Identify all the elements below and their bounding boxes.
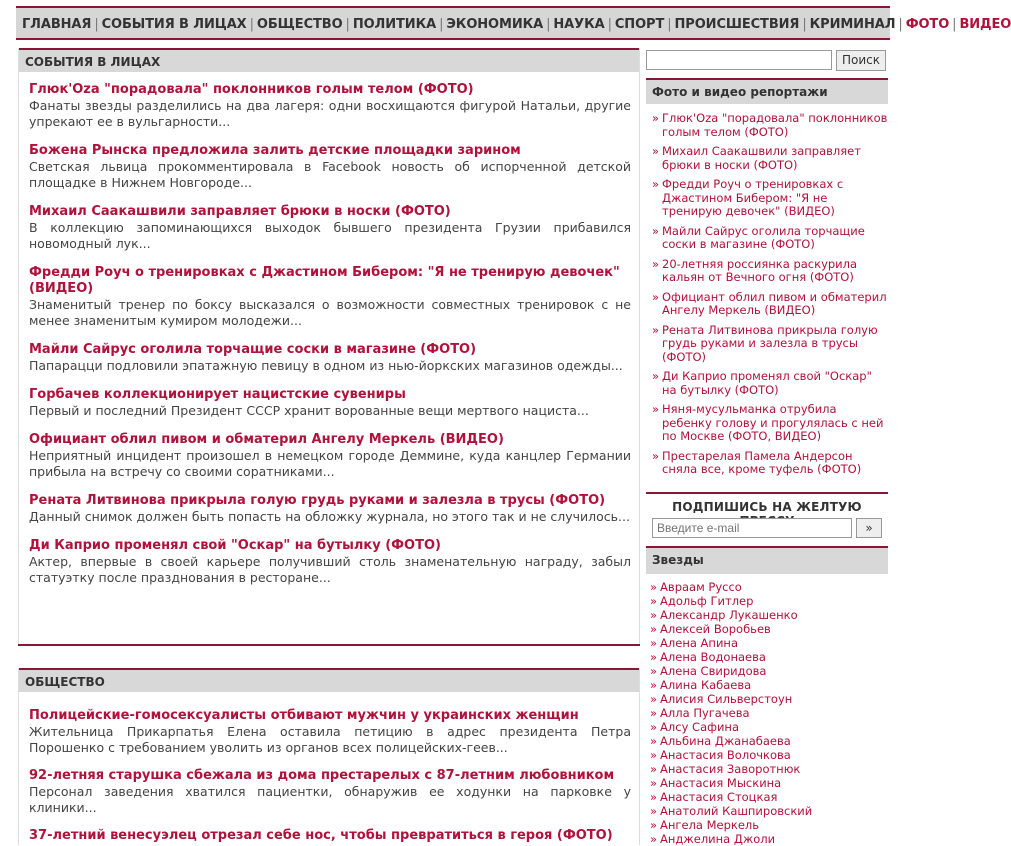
section-title: СОБЫТИЯ В ЛИЦАХ [19, 48, 639, 72]
bullet-icon: » [652, 223, 660, 238]
bullet-icon: » [652, 256, 660, 271]
star-item [650, 636, 886, 650]
article-item [29, 265, 631, 329]
report-item [652, 450, 888, 477]
star-item [650, 804, 886, 818]
article-item [29, 387, 631, 419]
bullet-icon: » [652, 448, 660, 463]
star-item [650, 776, 886, 790]
report-link[interactable]: Рената Литвинова прикрыла голую грудь руками и залезла в трусы (ФОТО) [662, 322, 878, 364]
nav-link[interactable]: СОБЫТИЯ В ЛИЦАХ [101, 17, 247, 32]
star-link[interactable]: Адольф Гитлер [660, 594, 754, 608]
bullet-icon: » [652, 177, 660, 191]
bullet-icon: » [650, 804, 658, 818]
bullet-icon: » [650, 706, 658, 720]
report-link[interactable]: Михаил Саакашвили заправляет брюки в носки (ФОТО) [662, 144, 861, 172]
article-title-link[interactable]: 92-летняя старушка сбежала из дома престарелых с 87-летним любовником [29, 768, 615, 783]
report-item [652, 258, 888, 285]
report-link[interactable]: Официант облил пивом и обматерил Ангелу Меркель (ВИДЕО) [662, 289, 887, 317]
nav-separator: | [667, 17, 672, 32]
bullet-icon: » [650, 748, 658, 762]
nav-separator: | [546, 17, 551, 32]
nav-link[interactable]: ГЛАВНАЯ [22, 17, 92, 32]
nav-link[interactable]: ВИДЕО [959, 17, 1011, 32]
subscribe-title: ПОДПИШИСЬ НА ЖЕЛТУЮ [672, 500, 862, 514]
article-title-link[interactable]: Рената Литвинова прикрыла голую грудь руками и залезла в трусы (ФОТО) [29, 493, 606, 508]
article-item [29, 708, 631, 756]
bullet-icon: » [650, 594, 658, 608]
star-link[interactable]: Алисия Сильверстоун [660, 692, 793, 706]
nav-separator: | [607, 17, 612, 32]
bullet-icon: » [650, 734, 658, 748]
bullet-icon: » [652, 289, 660, 304]
email-field[interactable] [652, 518, 852, 538]
report-link[interactable]: Ди Каприо променял свой "Оскар" на бутылку (ФОТО) [662, 369, 872, 397]
bullet-icon: » [650, 664, 658, 678]
nav-link[interactable]: ЭКОНОМИКА [446, 17, 544, 32]
article-title-link[interactable]: Михаил Саакашвили заправляет брюки в носки (ФОТО) [29, 204, 451, 219]
article-summary: Светская львица прокомментировала в Facebook новость об испорченной детской площадке в Нижнем Новгороде... [29, 159, 631, 190]
nav-separator: | [439, 17, 444, 32]
star-item [650, 762, 886, 776]
star-item [650, 832, 886, 846]
bullet-icon: » [650, 818, 658, 832]
star-link[interactable]: Альбина Джанабаева [660, 734, 791, 748]
article-title-link[interactable]: Майли Сайрус оголила торчащие соски в магазине (ФОТО) [29, 342, 477, 357]
report-item [652, 112, 888, 139]
report-link[interactable]: Престарелая Памела Андерсон сняла все, кроме туфель (ФОТО) [662, 448, 862, 476]
star-link[interactable]: Ангела Меркель [660, 818, 760, 832]
bullet-icon: » [650, 692, 658, 706]
bullet-icon: » [652, 144, 660, 158]
report-link[interactable]: 20-летняя россиянка раскурила кальян от Вечного огня (ФОТО) [662, 256, 858, 284]
star-item [650, 734, 886, 748]
bullet-icon: » [650, 608, 658, 622]
article-item [29, 432, 631, 480]
nav-link[interactable]: ФОТО [905, 17, 950, 32]
star-item [650, 580, 886, 594]
star-link[interactable]: Алена Свиридова [660, 664, 767, 678]
nav-link[interactable]: НАУКА [553, 17, 605, 32]
top-navigation-bar [16, 6, 1011, 40]
article-summary: Папарацци подловили эпатажную певицу в одном из нью-йоркских магазинов одежды... [29, 358, 623, 373]
star-link[interactable]: Анастасия Мыскина [660, 776, 782, 790]
article-list [19, 692, 639, 844]
nav-separator: | [249, 17, 254, 32]
bullet-icon: » [652, 369, 660, 383]
article-item [29, 538, 631, 586]
stars-list [650, 580, 886, 846]
star-link[interactable]: Анджелина Джоли [660, 832, 776, 846]
bullet-icon: » [650, 832, 658, 846]
stars-title: Звезды [646, 546, 888, 574]
star-link[interactable]: Алла Пугачева [660, 706, 750, 720]
article-summary: Данный снимок должен быть попасть на обложку журнала, но этого так и не случилось... [29, 509, 630, 524]
bullet-icon: » [652, 402, 660, 416]
bullet-icon: » [650, 650, 658, 664]
star-link[interactable]: Алена Водонаева [660, 650, 766, 664]
report-item [652, 324, 888, 365]
star-item [650, 650, 886, 664]
article-item [29, 493, 631, 525]
star-link[interactable]: Алена Апина [660, 636, 738, 650]
article-item [29, 143, 631, 191]
main-menu [22, 17, 1011, 32]
article-item [29, 768, 631, 816]
article-title-link[interactable]: Божена Рынска предложила залить детские площадки зарином [29, 143, 521, 158]
report-item [652, 145, 888, 172]
article-summary: Фанаты звезды разделились на два лагеря: одни восхищаются фигурой Натальи, другие упрекают ее в вульгарности... [29, 98, 631, 129]
bullet-icon: » [650, 636, 658, 650]
star-link[interactable]: Алексей Воробьев [660, 622, 771, 636]
nav-link[interactable]: ПОЛИТИКА [352, 17, 437, 32]
report-link[interactable]: Фредди Роуч о тренировках с Джастином Бибером: "Я не тренирую девочек" (ВИДЕО) [662, 177, 844, 218]
section-divider [18, 644, 640, 646]
report-item [652, 370, 888, 397]
reports-title: Фото и видео репортажи [646, 78, 888, 104]
article-title-link[interactable]: Фредди Роуч о тренировках с Джастином Бибером: "Я не тренирую девочек" (ВИДЕО) [29, 265, 620, 296]
star-link[interactable]: Анастасия Заворотнюк [660, 762, 801, 776]
article-summary: Неприятный инцидент произошел в немецком городе Деммине, куда канцлер Германии прибыла на встречу со своими соратниками... [29, 448, 631, 479]
bullet-icon: » [650, 720, 658, 734]
search-input[interactable] [646, 50, 832, 70]
nav-separator: | [802, 17, 807, 32]
report-link[interactable]: Няня-мусульманка отрубила ребенку голову и прогулялась с ней по Москве (ФОТО, ВИДЕО) [662, 402, 884, 443]
article-list [19, 72, 639, 586]
bullet-icon: » [650, 580, 658, 594]
article-summary: Актер, впервые в своей карьере получивший столь знаменательную награду, забыл статуэтку после празднования в ресторане... [29, 554, 631, 585]
article-summary: Первый и последний Президент СССР хранит ворованные вещи мертвого нациста... [29, 403, 589, 418]
article-item [29, 828, 631, 844]
nav-separator: | [94, 17, 99, 32]
section-society [18, 668, 640, 845]
bullet-icon: » [650, 790, 658, 804]
star-link[interactable]: Анастасия Волочкова [660, 748, 791, 762]
section-events [18, 48, 640, 644]
report-item [652, 225, 888, 252]
bullet-icon: » [650, 762, 658, 776]
article-title-link[interactable]: Полицейские-гомосексуалисты отбивают мужчин у украинских женщин [29, 708, 579, 723]
nav-link[interactable]: СПОРТ [614, 17, 665, 32]
article-item [29, 82, 631, 130]
article-summary: Персонал заведения хватился пациентки, обнаружив ее ходунки на парковке у клиники... [29, 784, 631, 815]
article-title-link[interactable]: Горбачев коллекционирует нацистские сувениры [29, 387, 406, 402]
reports-list [652, 112, 888, 483]
report-link[interactable]: Майли Сайрус оголила торчащие соски в магазине (ФОТО) [662, 223, 865, 251]
bullet-icon: » [650, 776, 658, 790]
subscribe-box [646, 492, 888, 552]
star-link[interactable]: Александр Лукашенко [660, 608, 798, 622]
article-title-link[interactable]: Ди Каприо променял свой "Оскар" на бутылку (ФОТО) [29, 538, 441, 553]
nav-link[interactable]: КРИМИНАЛ [809, 17, 896, 32]
star-item [650, 720, 886, 734]
report-link[interactable]: Глюк'Oza "порадовала" поклонников голым телом (ФОТО) [662, 111, 888, 139]
article-title-link[interactable]: 37-летний венесуэлец отрезал себе нос, чтобы превратиться в героя (ФОТО) [29, 828, 613, 843]
report-item [652, 178, 888, 219]
nav-link[interactable]: ОБЩЕСТВО [256, 17, 343, 32]
report-item [652, 291, 888, 318]
article-summary: В коллекцию запоминающихся выходок бывшего президента Грузии прибавился новомодный лук... [29, 220, 631, 251]
nav-separator: | [345, 17, 350, 32]
star-link[interactable]: Анастасия Стоцкая [660, 790, 778, 804]
star-item [650, 748, 886, 762]
nav-separator: | [952, 17, 957, 32]
bullet-icon: » [652, 111, 660, 125]
article-title-link[interactable]: Официант облил пивом и обматерил Ангелу Меркель (ВИДЕО) [29, 432, 504, 447]
star-link[interactable]: Алсу Сафина [660, 720, 739, 734]
bullet-icon: » [650, 622, 658, 636]
bullet-icon: » [650, 678, 658, 692]
article-title-link[interactable]: Глюк'Oza "порадовала" поклонников голым телом (ФОТО) [29, 82, 474, 97]
subscribe-button[interactable]: » [856, 518, 882, 538]
star-item [650, 818, 886, 832]
bullet-icon: » [652, 322, 660, 337]
star-item [650, 608, 886, 622]
star-item [650, 622, 886, 636]
star-item [650, 594, 886, 608]
nav-separator: | [898, 17, 903, 32]
star-link[interactable]: Авраам Руссо [660, 580, 742, 594]
star-item [650, 790, 886, 804]
nav-link[interactable]: ПРОИСШЕСТВИЯ [674, 17, 800, 32]
article-summary: Знаменитый тренер по боксу высказался о возможности совместных тренировок с не менее знаменитым кумиром молодежи... [29, 297, 631, 328]
star-item [650, 664, 886, 678]
article-item [29, 204, 631, 252]
star-item [650, 678, 886, 692]
star-link[interactable]: Анатолий Кашпировский [660, 804, 813, 818]
search-button[interactable]: Поиск [836, 50, 886, 71]
star-link[interactable]: Алина Кабаева [660, 678, 752, 692]
article-item [29, 342, 631, 374]
star-item [650, 706, 886, 720]
article-summary: Жительница Прикарпатья Елена оставила петицию в адрес президента Петра Порошенко с требованием уволить из органов всех полицейских-геев... [29, 724, 631, 755]
report-item [652, 403, 888, 444]
section-title: ОБЩЕСТВО [19, 668, 639, 692]
star-item [650, 692, 886, 706]
